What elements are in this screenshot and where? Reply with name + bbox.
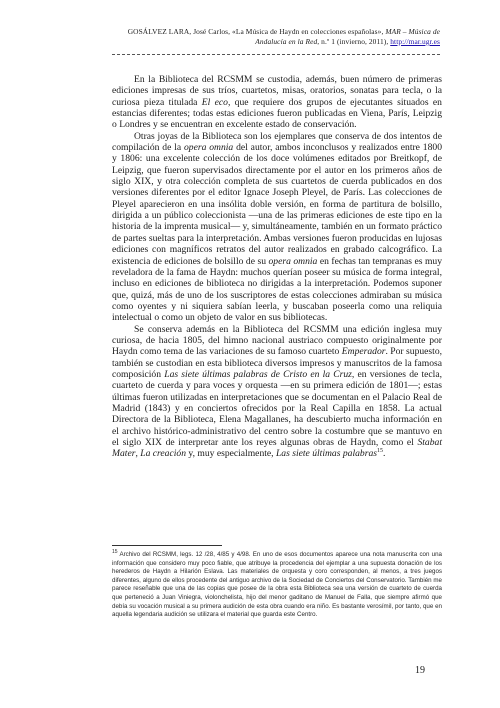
p3-text-c: . Por supuesto, también se custodian en esta biblioteca diversos impresos y manuscritos de la famosa composición [112, 346, 443, 380]
p3-title-siete-palabras: Las siete últimas palabras de Cristo en la Cruz [164, 368, 352, 380]
p1-text-a: En la Biblioteca del RCSMM se custodia, además, buen número de primeras ediciones impresas de sus tríos, cuartetos, misas, oratorios, sonatas para tecla, o la curiosa pieza titulada [112, 74, 442, 108]
footnote-divider [112, 545, 222, 546]
header-journal: MAR – Música de Andalucía en la Red [255, 27, 440, 46]
footnote-mark: 15 [112, 548, 118, 555]
header-url-link[interactable]: http://mar.ugr.es [390, 37, 440, 46]
main-text [112, 74, 442, 460]
p3-text-g: , [135, 448, 141, 460]
running-header [112, 27, 440, 47]
p3-text-i: y, muy especialmente, [186, 448, 276, 460]
p3-text-e: , en versiones de tecla, cuarteto de cuerda y para voces y orquesta —en su primera edición de 1801—; estas últimas fueron utilizadas en interpretaciones que se documentan en el Palacio Real de Madrid (1843) y en conciertos ofrecidos por la Real Capilla en 1858. La actual Directora de la Biblioteca, Elena Magallanes, ha descubierto mucha información en el archivo histórico-administrativo del centro sobre la costumbre que se mantuvo en el siglo XIX de interpretar ante los reyes algunas obras de Haydn, como el [112, 368, 442, 448]
p1-title-el-eco: El eco [201, 96, 228, 108]
p2-opera-omnia-2: opera omnia [268, 255, 318, 267]
p2-text-e: en fechas tan tempranas es muy reveladora de la fama de Haydn: muchos querían poseer su música de forma integral, incluso en ediciones de biblioteca no dirigidas a la interpretación. Podemos suponer que, quizá, más de uno de los suscriptores de estas colecciones admiraban su música como oyentes y ni siquiera sabían leerla, y buscaban poseerla como una reliquia intelectual o como un objeto de valor en sus bibliotecas. [112, 255, 443, 324]
p2-text-a: Otras joyas de la Biblioteca son los ejemplares que conserva de dos intentos de compilación de la [112, 130, 442, 154]
header-issue: , n.º 1 (invierno, 2011), [317, 37, 391, 46]
p3-title-ultimas-palabras: Las siete últimas palabras [275, 448, 377, 460]
footnote-15 [112, 548, 442, 620]
p2-opera-omnia-1: opera omnia [184, 142, 234, 154]
paragraph-3 [112, 324, 442, 460]
header-divider [112, 54, 440, 55]
p3-text-l: . [382, 448, 386, 460]
footnote-text: Archivo del RCSMM, legs. 12 /28, 4/85 y 4/98. En uno de esos documentos aparece una nota manuscrita con una información que considero muy poco fiable, que atribuye la procedencia del ejemplar a una supuesta donación de los herederos de Haydn a Hilarión Eslava. Las materiales de orquesta y coro corresponden, al menos, a tres juegos diferentes, alguno de ellos procedente del antiguo archivo de la Sociedad de Conciertos del Conservatorio. También me parece reseñable que una de las copias que posee de la obra esta Biblioteca sea una versión de cuarteto de cuerda que perteneció a Juan Viniegra, violonchelista, hijo del menor gaditano de Manuel de Falla, que siempre afirmó que debía su vocación musical a su primera audición de esta obra cuando era niño. Es bastante verosímil, por tanto, que en aquella legendaria audición se utilizara el material que guarda este Centro. [112, 551, 442, 619]
p2-text-c: del autor, ambos inconclusos y realizados entre 1800 y 1806: una excelente colección de los doce volúmenes editados por Breitkopf, de Leipzig, que fueron supervisados directamente por el autor en los primeros años de siglo XIX, y otra colección completa de sus cuartetos de cuerda publicados en dos versiones diferentes por el editor Ignace Joseph Pleyel, de París. Las colecciones de Pleyel aparecieron en una insólita doble versión, en forma de partitura de bolsillo, dirigida a un público coleccionista —una de las primeras ediciones de este tipo en la historia de la imprenta musical— y, simultáneamente, también en un formato práctico de partes sueltas para la interpretación. Ambas versiones fueron producidas en lujosas ediciones con magníficos retratos del autor realizados en grabado calcográfico. La existencia de ediciones de bolsillo de su [112, 142, 442, 267]
page-number: 19 [415, 665, 425, 676]
footnote-reference-15[interactable]: 15 [376, 448, 383, 455]
header-citation: GOSÁLVEZ LARA, José Carlos, «La Música de Haydn en colecciones españolas», [127, 27, 386, 36]
p3-title-emperador: Emperador [341, 346, 386, 358]
paragraph-2 [112, 131, 442, 324]
p3-title-stabat-mater: Stabat Mater [112, 437, 442, 460]
paragraph-1 [112, 74, 442, 131]
p3-text-a: Se conserva además en la Biblioteca del RCSMM una edición inglesa muy curiosa, de hacia 1805, del himno nacional austriaco compuesto originalmente por Haydn como tema de las variaciones de su famoso cuarteto [112, 323, 442, 358]
p1-text-c: , que requiere dos grupos de ejecutantes situados en estancias diferentes; todas estas ediciones fueron publicadas en Viena, París, Leipzig o Londres y se encuentran en excelente estado de conservación. [112, 96, 442, 131]
p3-title-la-creacion: La creación [140, 448, 186, 460]
